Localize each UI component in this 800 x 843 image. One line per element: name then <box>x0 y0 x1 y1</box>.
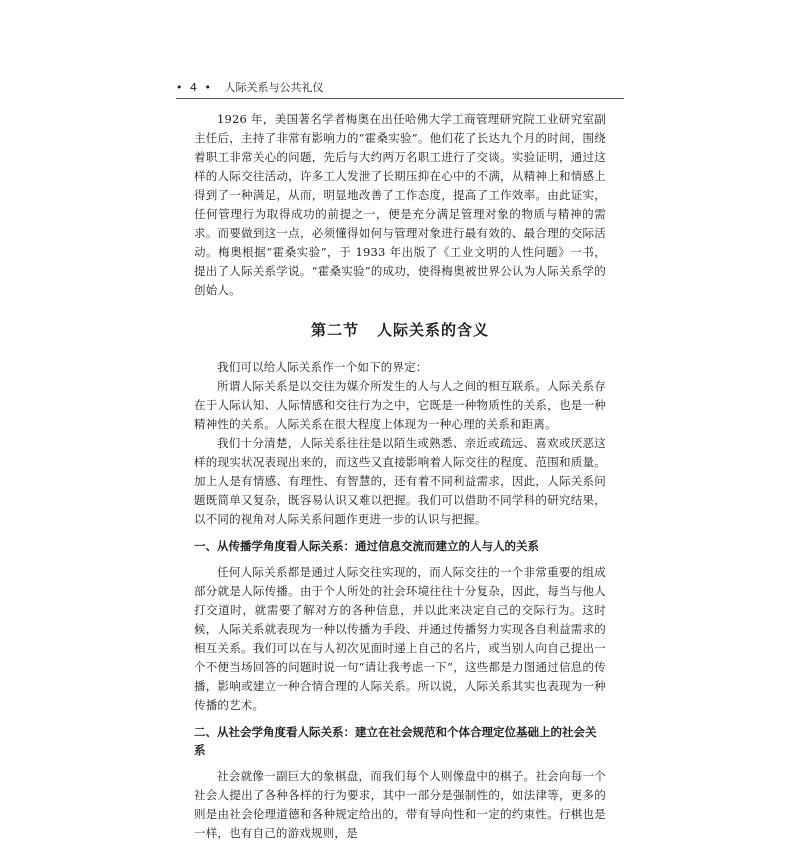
running-header <box>176 81 624 95</box>
definition-intro: 我们可以给人际关系作一个如下的界定： <box>217 360 428 374</box>
complexity-paragraph: 我们十分清楚，人际关系往往是以陌生或熟悉、亲近或疏远、喜欢或厌恶这样的现实状况表现出来的，而这些又直接影响着人际交往的程度、范围和质量。加上人是有情感、有理性、有智慧的，还有着不同利益需求，因此，人际关系问题既简单又复杂，既容易认识又难以把握。我们可以借助不同学科的研究结果，以不同的视角对人际关系问题作更进一步的认识与把握。 <box>194 436 606 526</box>
page-number: • 4 • <box>176 81 213 94</box>
intro-paragraph: 1926 年，美国著名学者梅奥在出任哈佛大学工商管理研究院工业研究室副主任后，主持了非常有影响力的“霍桑实验”。他们花了长达九个月的时间，围绕着职工非常关心的问题，先后与大约两万名职工进行了交谈。实验证明，通过这样的人际交往活动，许多工人发泄了长期压抑在心中的不满，从精神上和情感上得到了一种满足，从而，明显地改善了工作态度，提高了工作效率。由此证实，任何管理行为取得成功的前提之一，便是充分满足管理对象的物质与精神的需求。而要做到这一点，必须懂得如何与管理对象进行最有效的、最合理的交际活动。梅奥根据“霍桑实验”，于 1933 年出版了《工业文明的人性问题》一书，提出了人际关系学说。“霍桑实验”的成功，使得梅奥被世界公认为人际关系学的创始人。 <box>194 112 606 297</box>
header-rule <box>176 98 624 99</box>
sociology-paragraph: 社会就像一副巨大的象棋盘，而我们每个人则像盘中的棋子。社会向每一个社会人提出了各种各样的行为要求，其中一部分是强制性的，如法律等，更多的则是由社会伦理道德和各种规定给出的，带有导向性和一定的约束性。行棋也是一样，也有自己的游戏规则，是 <box>194 769 606 840</box>
book-title: 人际关系与公共礼仪 <box>224 81 324 94</box>
subsection-heading-sociology: 二、从社会学角度看人际关系：建立在社会规范和个体合理定位基础上的社会关系 <box>194 725 597 757</box>
section-heading <box>194 320 606 340</box>
definition-paragraph: 所谓人际关系是以交往为媒介所发生的人与人之间的相互联系。人际关系存在于人际认知、人际情感和交往行为之中，它既是一种物质性的关系，也是一种精神性的关系。人际关系在很大程度上体现为一种心理的关系和距离。 <box>194 379 606 431</box>
communication-paragraph: 任何人际关系都是通过人际交往实现的，而人际交往的一个非常重要的组成部分就是人际传播。由于个人所处的社会环境往往十分复杂，因此，每当与他人打交道时，就需要了解对方的各种信息，并以此来决定自己的交际行为。这时候，人际关系就表现为一种以传播为手段、并通过传播努力实现各自利益需求的相互关系。我们可以在与人初次见面时递上自己的名片，或当别人向自己提出一个不便当场回答的问题时说一句“请让我考虑一下”，这些都是力图通过信息的传播，影响或建立一种合情合理的人际关系。所以说，人际关系其实也表现为一种传播的艺术。 <box>194 565 606 712</box>
section-number: 第二节 <box>310 321 359 339</box>
section-title: 人际关系的含义 <box>377 321 490 339</box>
page-body <box>194 110 606 843</box>
subsection-heading-communication: 一、从传播学角度看人际关系：通过信息交流而建立的人与人的关系 <box>194 539 539 553</box>
